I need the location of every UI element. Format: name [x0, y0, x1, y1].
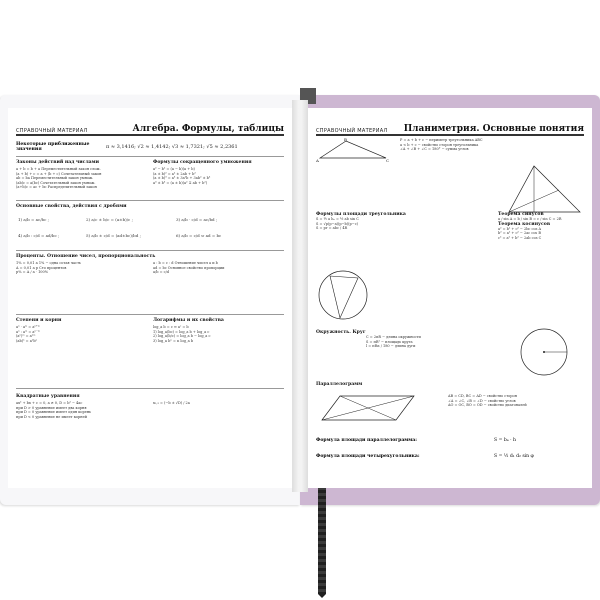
abbrev-line: (a ± b)² = a² ± 2ab + b²	[153, 171, 196, 176]
percent-line: p% = A / a · 100%	[16, 270, 49, 274]
triangle-area-title: Формулы площади треугольника	[316, 212, 406, 217]
svg-text:B: B	[344, 138, 347, 142]
svg-text:C: C	[386, 158, 390, 162]
laws-line: ab = ba Переместительный закон умнож.	[16, 176, 94, 180]
abbrev-line: a² − b² = (a − b)(a + b)	[153, 167, 195, 171]
parallelogram-area-formula: S = bₐ · h	[494, 438, 516, 443]
laws-section	[16, 160, 284, 201]
header-label: СПРАВОЧНЫЙ МАТЕРИАЛ	[316, 128, 388, 134]
fractions-formulas	[16, 211, 284, 245]
laws-line: (a + b) + c = a + (b + c) Сочетательный закон	[16, 171, 102, 176]
quadratic-section	[16, 394, 284, 454]
proportion-line: a : b = c : d Отношение чисел a и b	[153, 261, 218, 265]
page-title: Планиметрия. Основные понятия	[403, 124, 584, 134]
triangle-area-block	[316, 212, 496, 231]
laws-title: Законы действий над числами	[16, 160, 100, 165]
ribbon-bookmark[interactable]	[318, 484, 326, 594]
percent-section	[16, 254, 284, 315]
sine-line: a / sin A = b / sin B = c / sin C = 2R	[498, 217, 562, 221]
quad-area-row	[316, 454, 584, 459]
triangle-props	[400, 138, 483, 152]
circle-title: Окружность. Круг	[316, 330, 366, 335]
quad-area-label: Формула площади четырехугольника:	[316, 454, 420, 459]
header-label: СПРАВОЧНЫЙ МАТЕРИАЛ	[16, 128, 88, 134]
triangle-figure	[316, 138, 396, 162]
parallelogram-line: AO = OC, BO = OD − свойство диагоналей	[448, 403, 527, 407]
laws-line: (ab)c = a(bc) Сочетательный закон умнож.	[16, 180, 96, 185]
triangle-area-line: S = √p(p−a)(p−b)(p−c)	[316, 221, 359, 226]
powers-line: aⁿ · aᵐ = aⁿ⁺ᵐ	[16, 325, 40, 329]
svg-text:1) a/b = ac/bc ;: 1) a/b = ac/bc ;	[18, 217, 49, 222]
triangle-area-line: S = pr = abc / 4R	[316, 226, 348, 230]
logs-line: 3) log_a bⁿ = n log_a b	[153, 338, 194, 343]
quadratic-line: ax² + bx + c = 0, a ≠ 0, D = b² − 4ac	[16, 401, 83, 405]
constants-row	[16, 138, 284, 157]
triangle-line: ∠A + ∠B + ∠C = 180° − сумма углов	[400, 147, 469, 151]
percent-line: 1% = 0,01 a 1% − одна сотая часть	[16, 261, 81, 265]
parallelogram-line: ∠A = ∠C, ∠B = ∠D − свойство углов	[448, 398, 516, 403]
left-page	[8, 108, 293, 488]
quadratic-title: Квадратные уравнения	[16, 394, 80, 399]
abbrev-title: Формулы сокращенного умножения	[153, 160, 252, 165]
fractions-title: Основные свойства, действия с дробями	[16, 204, 127, 209]
svg-text:5) a/b ± c/d = (ad±bc)/bd ;: 5) a/b ± c/d = (ad±bc)/bd ;	[86, 233, 141, 238]
logs-title: Логарифмы и их свойства	[153, 318, 224, 323]
parallelogram-area-row	[316, 438, 584, 443]
parallelogram-title: Параллелограмм	[316, 382, 363, 387]
proportion-line: a/b = c/d	[153, 270, 170, 274]
powers-line: (aⁿ)ᵐ = aⁿᵐ	[16, 334, 36, 338]
parallelogram-area-label: Формула площади параллелограмма:	[316, 438, 417, 443]
svg-text:2) a/c ± b/c = (a±b)/c ;: 2) a/c ± b/c = (a±b)/c ;	[86, 217, 133, 222]
percent-title: Проценты. Отношение чисел, пропорциональность	[16, 254, 156, 259]
svg-text:6) a/b = c/d ⇔ ad = bc: 6) a/b = c/d ⇔ ad = bc	[176, 233, 222, 238]
svg-text:4) a/b : c/d = ad/bc ;: 4) a/b : c/d = ad/bc ;	[18, 233, 60, 238]
inscribed-circle-figure	[316, 268, 370, 322]
page-title: Алгебра. Формулы, таблицы	[132, 124, 284, 134]
left-page-header	[16, 116, 284, 136]
powers-line: aⁿ : aᵐ = aⁿ⁻ᵐ	[16, 329, 40, 334]
cosine-line: b² = a² + c² − 2ac cos B	[498, 231, 541, 235]
sine-cosine-block	[498, 212, 586, 240]
circle-line: l = πRα / 180 − длина дуги	[366, 344, 416, 348]
constants-values: π ≈ 3,1416; √2 ≈ 1,4142; √3 ≈ 1,7321; √5 ≈ 2,2361	[106, 144, 238, 150]
proportion-line: ad = bc Основное свойство пропорции	[153, 265, 225, 270]
abbrev-line: a³ ± b³ = (a ± b)(a² ∓ ab + b²)	[153, 180, 208, 185]
quadratic-line: при D < 0 уравнение не имеет корней	[16, 414, 87, 419]
right-page	[308, 108, 592, 488]
quad-area-formula: S = ½ d₁ d₂ sin φ	[494, 454, 534, 459]
triangle-line: P = a + b + c − периметр треугольника ABC	[400, 138, 483, 142]
quadratic-roots: x₁,₂ = (−b ± √D) / 2a	[153, 401, 190, 405]
powers-title: Степени и корни	[16, 318, 62, 323]
cosine-line: c² = a² + b² − 2ab cos C	[498, 235, 542, 240]
parallelogram-figure	[318, 392, 418, 424]
circle-figure	[518, 326, 570, 378]
triangle-heights-figure	[504, 162, 584, 216]
logs-line: 2) log_a(b/c) = log_a b − log_a c	[153, 334, 211, 338]
quadratic-line: при D > 0 уравнение имеет два корня	[16, 405, 87, 410]
constants-label: Некоторые приближенные значения	[16, 142, 90, 152]
logs-line: log_a b = c ⇔ aᶜ = b	[153, 325, 189, 329]
cosine-line: a² = b² + c² − 2bc cos A	[498, 226, 542, 231]
laws-line: (a+b)c = ac + bc Распределительный закон	[16, 185, 97, 189]
laws-line: a + b = b + a Переместительный закон слож.	[16, 167, 101, 171]
circle-line: C = 2πR − длина окружности	[366, 335, 421, 339]
triangle-line: a < b + c − свойство сторон треугольника	[400, 142, 479, 147]
svg-text:3) a/b · c/d = ac/bd ;: 3) a/b · c/d = ac/bd ;	[176, 217, 218, 222]
abbrev-line: (a ± b)³ = a³ ± 3a²b + 3ab² ± b³	[153, 176, 211, 180]
cosine-theorem-title: Теорема косинусов	[498, 221, 551, 227]
sine-theorem-title: Теорема синусов	[498, 212, 544, 217]
logs-line: 1) log_a(bc) = log_a b + log_a c	[153, 329, 210, 334]
powers-line: (ab)ⁿ = aⁿbⁿ	[16, 338, 38, 343]
right-page-header	[316, 116, 584, 136]
circle-block	[316, 330, 506, 349]
percent-line: A = 0,01 a p Сто процентов	[16, 265, 67, 270]
notebook-spine	[292, 100, 308, 492]
powers-logs-section	[16, 318, 284, 389]
svg-text:A: A	[316, 158, 319, 162]
triangle-area-line: S = ½ a hₐ = ½ ab sin C	[316, 217, 359, 221]
quadratic-line: при D = 0 уравнение имеет один корень	[16, 410, 92, 414]
fractions-section	[16, 204, 284, 251]
parallelogram-props	[448, 394, 527, 408]
parallelogram-line: AB = CD, BC = AD − свойство сторон	[448, 394, 517, 398]
circle-line: S = πR² − площадь круга	[366, 339, 413, 344]
